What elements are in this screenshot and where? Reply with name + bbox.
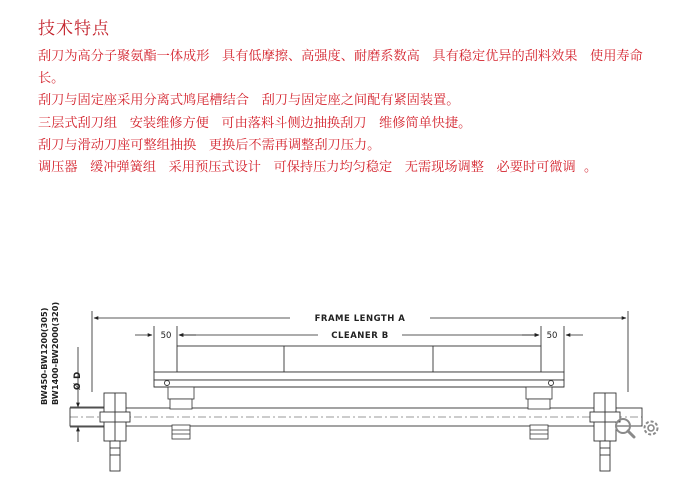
feature-item-4: 刮刀与滑动刀座可整组抽换 更换后不需再调整刮刀压力。 — [38, 137, 381, 153]
support-shaft — [70, 408, 642, 426]
feature-item-3: 三层式刮刀组 安装维修方便 可由落料斗侧边抽换刮刀 维修简单快捷。 — [38, 115, 472, 131]
viewer-controls — [612, 415, 668, 445]
blade-assembly — [154, 346, 564, 387]
left-end-mount — [100, 393, 130, 471]
feature-item-2: 刮刀与固定座采用分离式鸠尾槽结合 刮刀与固定座之间配有紧固装置。 — [38, 93, 460, 109]
frame-length-label: FRAME LENGTH A — [314, 314, 406, 324]
bw-line-1: BW450-BW1200(305) — [39, 307, 49, 405]
offset-right-label: 50 — [546, 331, 558, 341]
bw-dimension-label — [39, 302, 60, 405]
feature-item-5: 调压器 缓冲弹簧组 采用预压式设计 可保持压力均匀稳定 无需现场调整 必要时可微调 。 — [38, 160, 598, 176]
feature-item-1: 刮刀为高分子聚氨酯一体成形 具有低摩擦、高强度、耐磨系数高 具有稳定优异的刮料效果 使用寿命长。 — [38, 49, 643, 87]
bw-line-2: BW1400-BW2000(320) — [50, 301, 60, 405]
zoom-icon[interactable] — [616, 419, 634, 437]
diameter-label: Ø D — [73, 371, 83, 390]
settings-icon[interactable] — [645, 422, 658, 435]
offset-left-label: 50 — [160, 331, 172, 341]
cleaner-label: CLEANER B — [331, 331, 389, 341]
section-title: 技术特点 — [38, 19, 110, 39]
